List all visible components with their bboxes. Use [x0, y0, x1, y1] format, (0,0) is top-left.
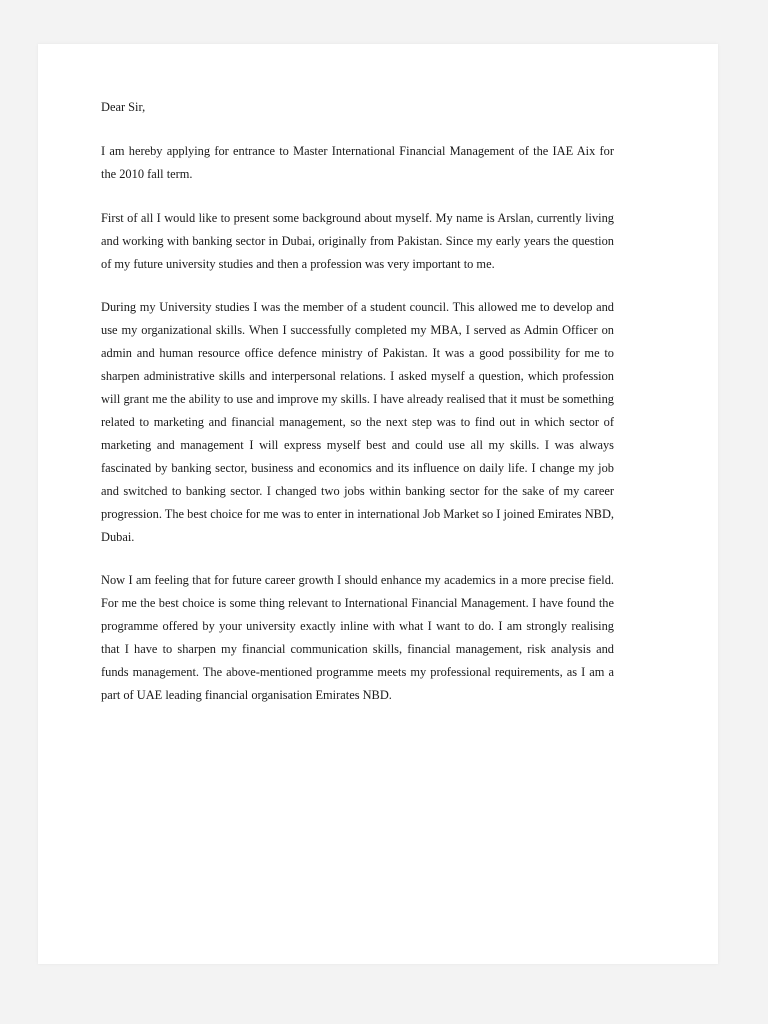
- paragraph-career-goals: Now I am feeling that for future career growth I should enhance my academics in a more precise field. For me the best choice is some thing relevant to International Financial Management. I have found the programme offered by your university exactly inline with what I want to do. I am strongly realising that I have to sharpen my financial communication skills, financial management, risk analysis and funds management. The above-mentioned programme meets my professional requirements, as I am a part of UAE leading financial organisation Emirates NBD.: [101, 573, 614, 702]
- paragraph-application: I am hereby applying for entrance to Master International Financial Management of the IAE Aix for the 2010 fall term.: [101, 143, 614, 181]
- paragraph-university-experience: During my University studies I was the member of a student council. This allowed me to develop and use my organizational skills. When I successfully completed my MBA, I served as Admin Officer on admin and human resource office defence ministry of Pakistan. It was a good possibility for me to sharpen administrative skills and interpersonal relations. I asked myself a question, which profession will grant me the ability to use and improve my skills. I have already realised that it must be something related to marketing and financial management, so the next step was to find out in which sector of marketing and management I will express myself best and could use all my skills. I was always fascinated by banking sector, business and economics and its influence on daily life. I change my job and switched to banking sector. I changed two jobs within banking sector for the sake of my career progression. The best choice for me was to enter in international Job Market so I joined Emirates NBD, Dubai.: [101, 300, 614, 544]
- letter-body: [101, 96, 614, 707]
- paragraph-background: First of all I would like to present some background about myself. My name is Arslan, currently living and working with banking sector in Dubai, originally from Pakistan. Since my early years the question of my future university studies and then a profession was very important to me.: [101, 210, 614, 271]
- salutation: Dear Sir,: [101, 100, 146, 114]
